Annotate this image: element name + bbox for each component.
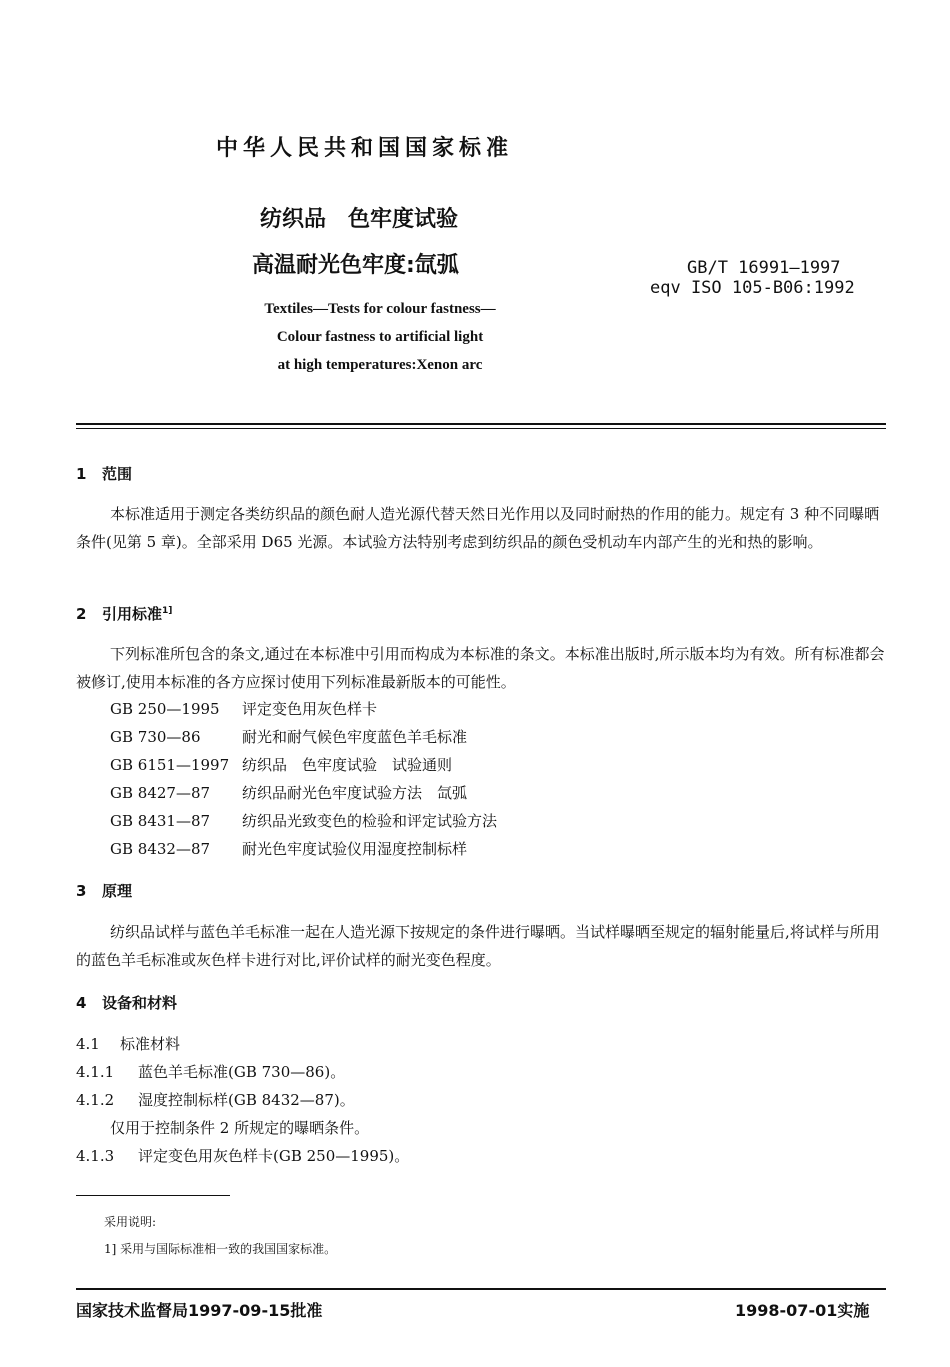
section-title: 设备和材料	[102, 994, 178, 1012]
reference-code: GB 250—1995	[110, 700, 220, 718]
reference-item	[110, 726, 467, 747]
reference-item	[110, 810, 497, 831]
subsection-item	[76, 1033, 180, 1054]
reference-title: 评定变色用灰色样卡	[242, 700, 378, 718]
english-title-line2: Colour fastness to artificial light	[276, 329, 484, 345]
section-title: 原理	[102, 882, 133, 900]
reference-item	[110, 782, 467, 803]
footnote-rule	[76, 1195, 230, 1196]
approval-date: 国家技术监督局1997-09-15批准	[76, 1301, 323, 1320]
footer-rule	[76, 1288, 886, 1290]
reference-code: GB 8431—87	[110, 812, 211, 830]
subsection-number: 4.1.2	[76, 1091, 115, 1109]
header-rule-thick	[76, 423, 886, 425]
document-title-cn-line1: 纺织品 色牢度试验	[260, 207, 459, 232]
subsection-text: 标准材料	[120, 1035, 181, 1053]
subsection-item	[76, 1089, 355, 1110]
subsection-item	[76, 1145, 409, 1166]
section-4-heading	[76, 992, 177, 1013]
section-1-paragraph: 本标准适用于测定各类纺织品的颜色耐人造光源代替天然日光作用以及同时耐热的作用的能力。规定有 3 种不同曝晒条件(见第 5 章)。全部采用 D65 光源。本试验方法特别考虑到纺织品的颜色受机动车内部产生的光和热的影响。	[76, 505, 880, 551]
subsection-number: 4.1.3	[76, 1147, 115, 1165]
section-2-paragraph: 下列标准所包含的条文,通过在本标准中引用而构成为本标准的条文。本标准出版时,所示版本均为有效。所有标准都会被修订,使用本标准的各方应探讨使用下列标准最新版本的可能性。	[76, 645, 885, 691]
section-number: 2	[76, 605, 87, 623]
section-1-heading	[76, 463, 132, 484]
subsection-note: 仅用于控制条件 2 所规定的曝晒条件。	[110, 1119, 370, 1137]
subsection-number: 4.1.1	[76, 1063, 115, 1081]
header-rule-thin	[76, 428, 886, 429]
reference-code: GB 8432—87	[110, 840, 211, 858]
subsection-text: 蓝色羊毛标准(GB 730—86)。	[138, 1063, 346, 1081]
standard-code: GB/T 16991—1997	[687, 258, 841, 278]
reference-title: 耐光色牢度试验仪用湿度控制标样	[242, 840, 468, 858]
english-title-line3: at high temperatures:Xenon arc	[277, 357, 483, 373]
reference-code: GB 730—86	[110, 728, 201, 746]
section-2-heading	[76, 603, 172, 624]
document-title-cn-line2: 高温耐光色牢度:氙弧	[252, 253, 459, 278]
footnote-label: 采用说明:	[104, 1215, 157, 1229]
footnote-marker: 1]	[162, 606, 173, 616]
reference-code: GB 8427—87	[110, 784, 211, 802]
english-title-line1: Textiles—Tests for colour fastness—	[264, 301, 496, 317]
national-standard-title: 中华人民共和国国家标准	[216, 136, 514, 161]
effective-date: 1998-07-01实施	[735, 1301, 870, 1320]
section-number: 3	[76, 882, 87, 900]
section-title: 引用标准	[102, 605, 163, 623]
subsection-text: 湿度控制标样(GB 8432—87)。	[138, 1091, 355, 1109]
reference-title: 纺织品光致变色的检验和评定试验方法	[242, 812, 498, 830]
section-3-heading	[76, 880, 132, 901]
reference-title: 纺织品 色牢度试验 试验通则	[242, 756, 453, 774]
footnote-text: 1] 采用与国际标准相一致的我国国家标准。	[104, 1242, 337, 1256]
reference-item	[110, 754, 452, 775]
subsection-number: 4.1	[76, 1035, 100, 1053]
section-number: 1	[76, 465, 87, 483]
reference-item	[110, 838, 467, 859]
section-3-paragraph: 纺织品试样与蓝色羊毛标准一起在人造光源下按规定的条件进行曝晒。当试样曝晒至规定的辐射能量后,将试样与所用的蓝色羊毛标准或灰色样卡进行对比,评价试样的耐光变色程度。	[76, 923, 880, 969]
section-title: 范围	[102, 465, 133, 483]
subsection-item	[76, 1061, 345, 1082]
reference-item	[110, 698, 377, 719]
reference-code: GB 6151—1997	[110, 756, 230, 774]
subsection-text: 评定变色用灰色样卡(GB 250—1995)。	[138, 1147, 410, 1165]
reference-title: 纺织品耐光色牢度试验方法 氙弧	[242, 784, 468, 802]
standard-equivalence: eqv ISO 105-B06:1992	[650, 278, 855, 298]
reference-title: 耐光和耐气候色牢度蓝色羊毛标准	[242, 728, 468, 746]
section-number: 4	[76, 994, 87, 1012]
